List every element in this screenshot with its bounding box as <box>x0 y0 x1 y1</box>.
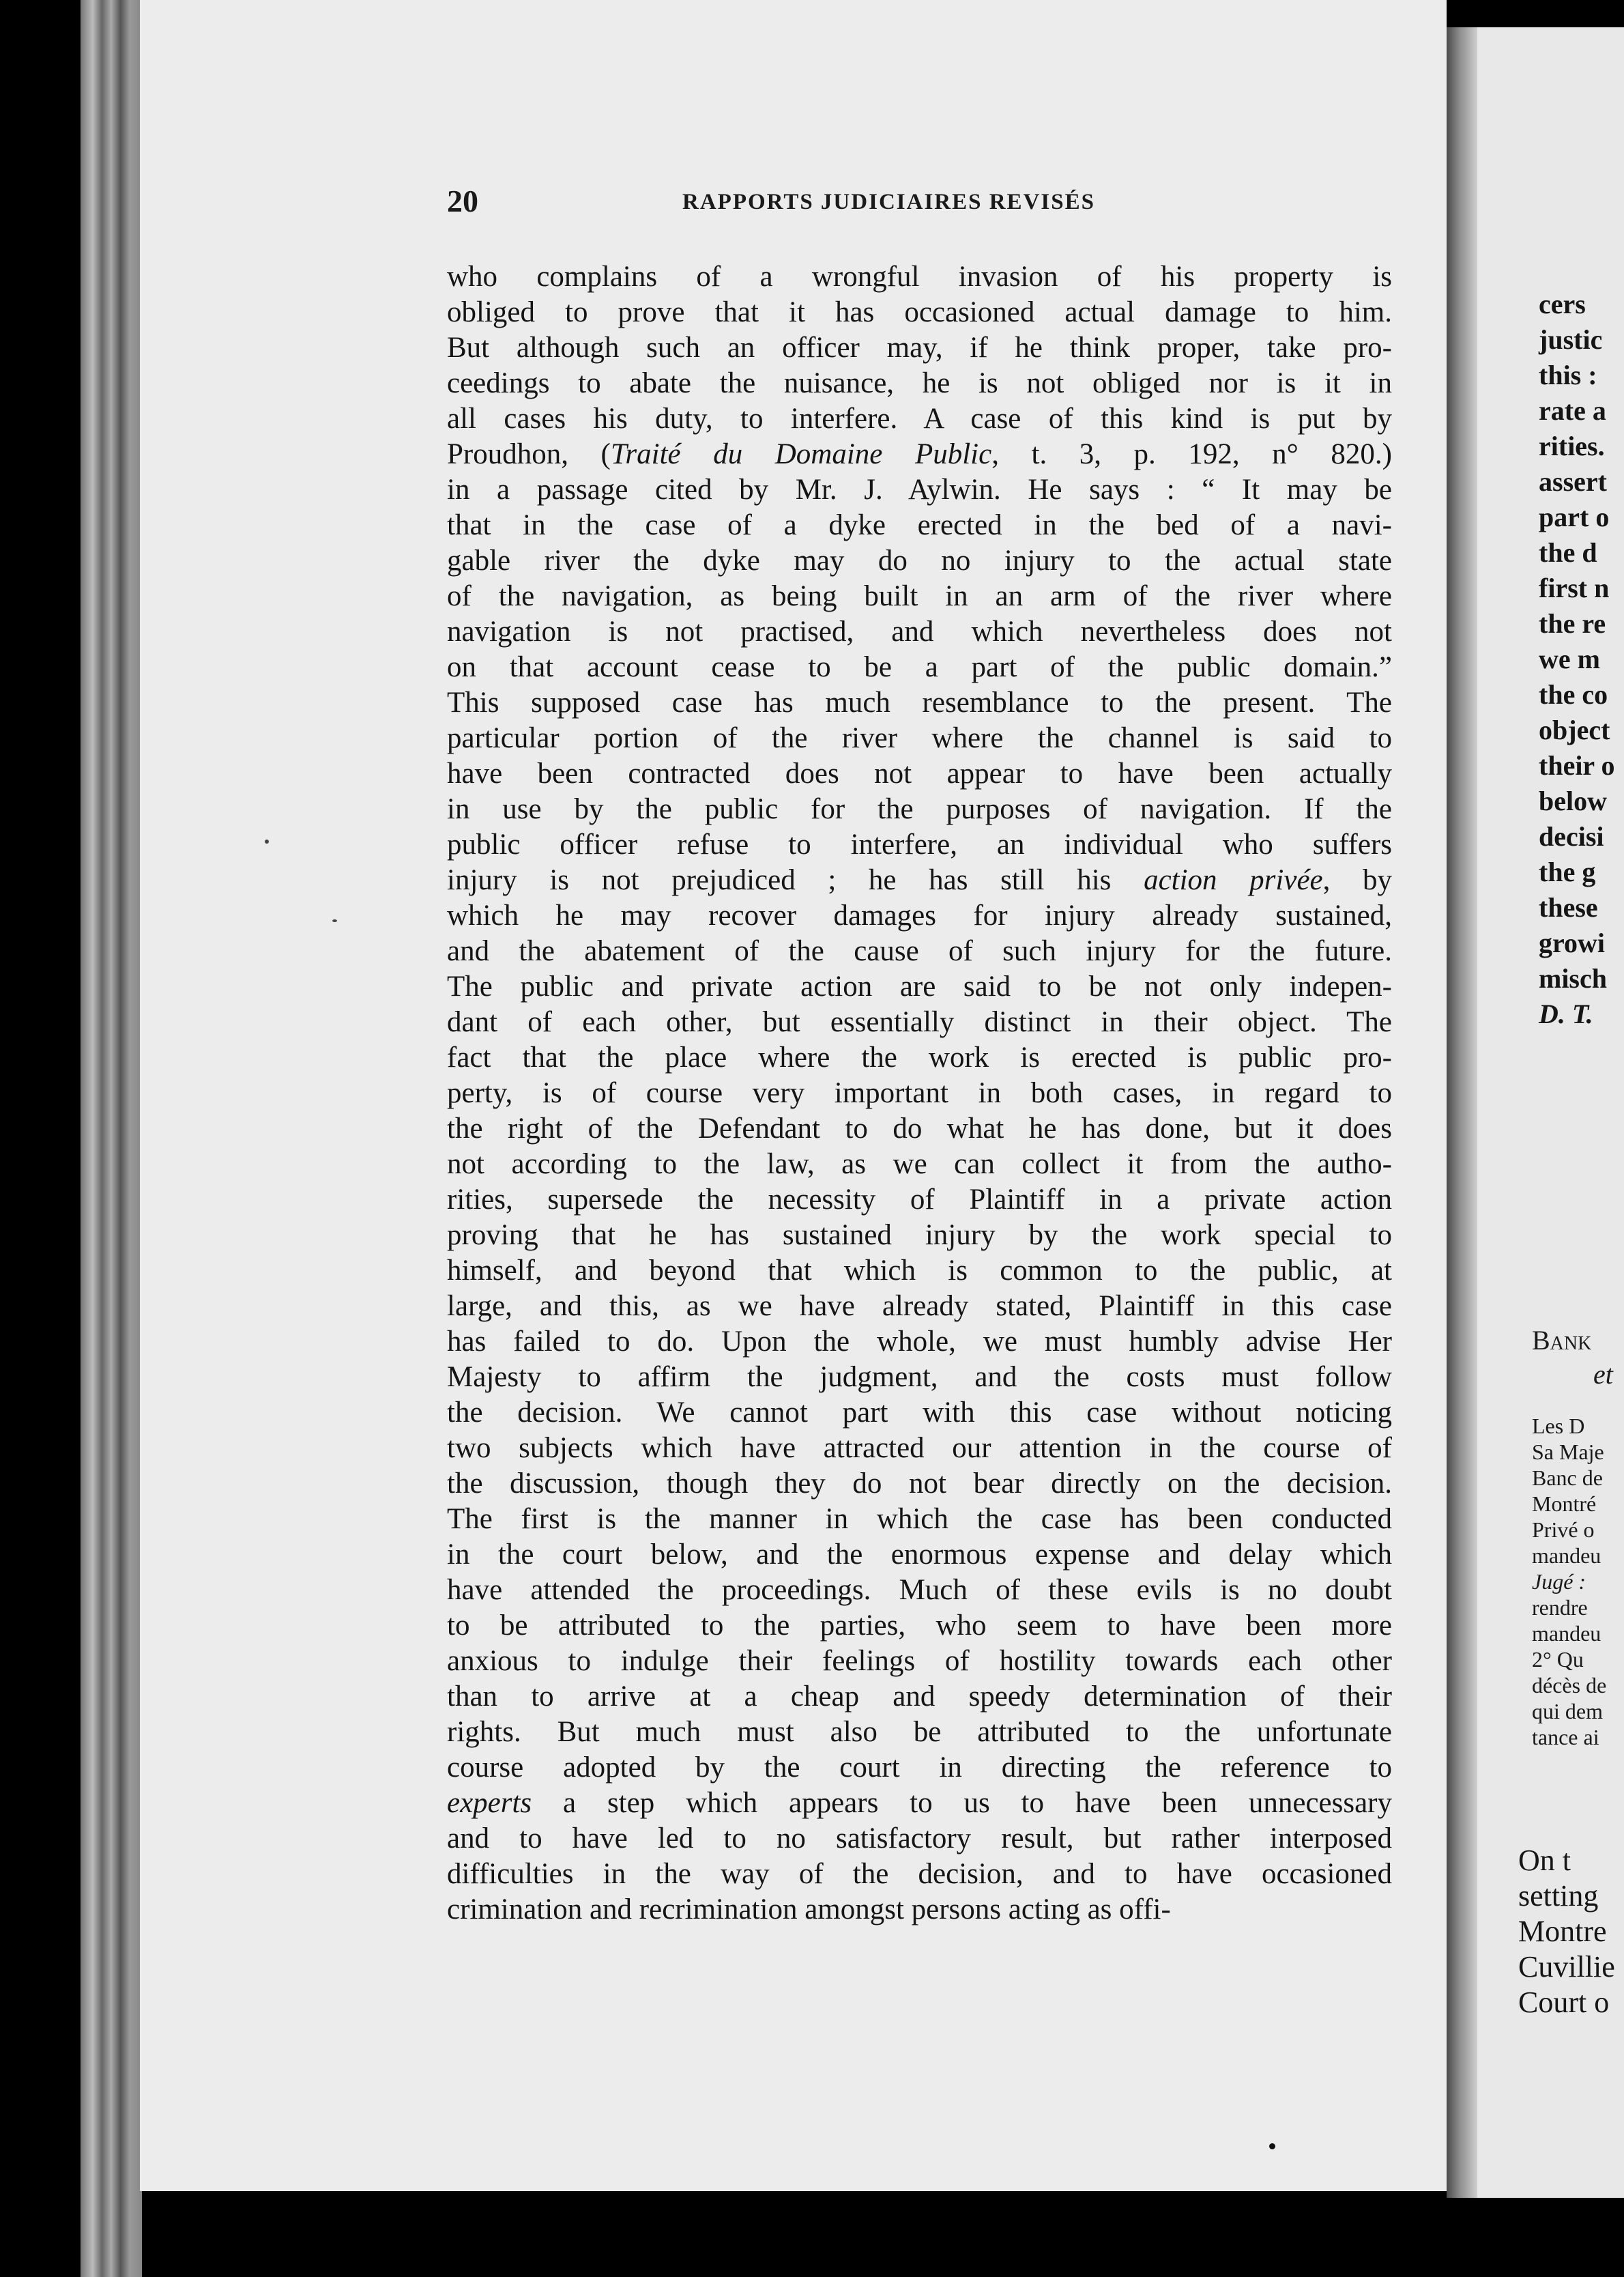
running-head: RAPPORTS JUDICIAIRES REVISÉS <box>682 190 1095 214</box>
facing-page-line: decisi <box>1539 821 1604 852</box>
facing-page-line: the re <box>1539 608 1606 639</box>
facing-page-summary <box>1532 1413 1606 1750</box>
text-line: proving that he has sustained injury by the work special to <box>447 1219 1392 1251</box>
speck-mark <box>1269 2143 1275 2149</box>
body-text <box>447 259 1392 1928</box>
facing-page-bottom-line: Montre <box>1518 1915 1607 1948</box>
text-line: have attended the proceedings. Much of these evils is no doubt <box>447 1574 1392 1606</box>
text-line: himself, and beyond that which is common to the public, at <box>447 1255 1392 1287</box>
facing-page-summary-line: Montré <box>1532 1491 1597 1516</box>
text-line: on that account cease to be a part of the public domain.” <box>447 651 1392 683</box>
text-line: who complains of a wrongful invasion of his property is <box>447 261 1392 293</box>
text-line: anxious to indulge their feelings of hostility towards each other <box>447 1645 1392 1677</box>
speck-mark <box>265 840 269 844</box>
text-line: to be attributed to the parties, who seem to have been more <box>447 1609 1392 1642</box>
facing-page-line: this : <box>1539 360 1597 390</box>
facing-page-bottom-text <box>1518 1843 1615 2020</box>
text-line: crimination and recrimination amongst persons acting as offi- <box>447 1893 1171 1925</box>
facing-page-summary-line: mandeu <box>1532 1543 1601 1568</box>
text-line: injury is not prejudiced ; he has still his action privée, by <box>447 864 1393 896</box>
facing-page-summary-line: Les D <box>1532 1414 1585 1438</box>
text-line: obliged to prove that it has occasioned actual damage to him. <box>447 296 1392 328</box>
text-line: fact that the place where the work is erected is public pro- <box>447 1042 1392 1074</box>
facing-page-line: justic <box>1539 324 1603 355</box>
facing-page-line: the co <box>1539 679 1608 710</box>
facing-page-summary-line: décès de <box>1532 1673 1607 1698</box>
text-line: two subjects which have attracted our attention in the course of <box>447 1432 1392 1464</box>
facing-page-summary-line: Banc de <box>1532 1465 1603 1490</box>
text-line: public officer refuse to interfere, an individual who suffers <box>447 829 1392 861</box>
text-line: not according to the law, as we can collect it from the autho- <box>447 1148 1392 1180</box>
facing-page-line: D. T. <box>1539 999 1593 1029</box>
facing-page-summary-line: Privé o <box>1532 1517 1595 1542</box>
text-line: the decision. We cannot part with this case without noticing <box>447 1397 1392 1429</box>
facing-page-line: below <box>1539 786 1607 816</box>
speck-mark <box>332 919 337 922</box>
text-line: all cases his duty, to interfere. A case of this kind is put by <box>447 403 1392 435</box>
text-line: particular portion of the river where the channel is said to <box>447 722 1392 754</box>
facing-page-line: misch <box>1539 963 1607 994</box>
book-gutter <box>1447 27 1477 2198</box>
facing-page-heading-et: et <box>1593 1359 1613 1390</box>
facing-page-line: assert <box>1539 466 1607 497</box>
facing-page-line: growi <box>1539 928 1606 958</box>
facing-page-bottom-line: On t <box>1518 1844 1571 1877</box>
text-line: This supposed case has much resemblance to the present. The <box>447 687 1392 719</box>
facing-page-line: the g <box>1539 857 1596 887</box>
page-header <box>447 183 1389 224</box>
text-line: in the court below, and the enormous expense and delay which <box>447 1538 1392 1571</box>
text-line: rities, supersede the necessity of Plaintiff in a private action <box>447 1184 1392 1216</box>
facing-page-summary-line: Jugé : <box>1532 1569 1586 1594</box>
text-line: which he may recover damages for injury already sustained, <box>447 900 1392 932</box>
facing-page-line: part o <box>1539 502 1610 532</box>
facing-page-line: object <box>1539 715 1610 745</box>
facing-page <box>1477 27 1624 2198</box>
text-line: of the navigation, as being built in an arm of the river where <box>447 580 1392 612</box>
facing-page-line: rate a <box>1539 395 1606 426</box>
text-line: rights. But much must also be attributed to the unfortunate <box>447 1716 1392 1748</box>
text-line: the discussion, though they do not bear directly on the decision. <box>447 1467 1392 1500</box>
facing-page-line: cers <box>1539 289 1586 319</box>
facing-page-summary-line: tance ai <box>1532 1725 1599 1749</box>
text-line: gable river the dyke may do no injury to the actual state <box>447 545 1392 577</box>
facing-page-line: we m <box>1539 644 1600 674</box>
text-line: Majesty to affirm the judgment, and the costs must follow <box>447 1361 1392 1393</box>
left-page-edge <box>81 0 142 2277</box>
text-line: in use by the public for the purposes of navigation. If the <box>447 793 1392 825</box>
text-line: navigation is not practised, and which nevertheless does not <box>447 616 1392 648</box>
facing-page-summary-line: mandeu <box>1532 1621 1601 1646</box>
facing-page-heading: Bank <box>1532 1325 1592 1356</box>
facing-page-bottom-line: Court o <box>1518 1986 1610 2019</box>
facing-page-summary-line: qui dem <box>1532 1699 1603 1723</box>
facing-page-bottom-line: Cuvillie <box>1518 1950 1615 1984</box>
facing-page-summary-line: rendre <box>1532 1595 1588 1620</box>
text-line: dant of each other, but essentially distinct in their object. The <box>447 1006 1392 1038</box>
facing-page-summary-line: 2° Qu <box>1532 1647 1584 1672</box>
facing-page-summary-line: Sa Maje <box>1532 1440 1604 1464</box>
text-line: has failed to do. Upon the whole, we must humbly advise Her <box>447 1326 1392 1358</box>
text-line: and the abatement of the cause of such injury for the future. <box>447 935 1392 967</box>
text-line: The first is the manner in which the case has been conducted <box>447 1503 1392 1535</box>
facing-page-line: their o <box>1539 750 1615 781</box>
page-number: 20 <box>447 184 478 218</box>
facing-page-bottom-line: setting <box>1518 1879 1599 1913</box>
facing-page-line: rities. <box>1539 431 1605 461</box>
text-line: difficulties in the way of the decision, and to have occasioned <box>447 1858 1392 1890</box>
facing-page-text <box>1539 287 1614 1032</box>
text-line: But although such an officer may, if he think proper, take pro- <box>447 332 1392 364</box>
facing-page-line: the d <box>1539 537 1597 568</box>
text-line: course adopted by the court in directing the reference to <box>447 1751 1392 1784</box>
text-line: have been contracted does not appear to have been actually <box>447 758 1392 790</box>
text-line: and to have led to no satisfactory result, but rather interposed <box>447 1822 1392 1854</box>
facing-page-line: first n <box>1539 573 1610 603</box>
facing-page-line: these <box>1539 892 1598 923</box>
text-line: large, and this, as we have already stated, Plaintiff in this case <box>447 1290 1392 1322</box>
text-line: than to arrive at a cheap and speedy determination of their <box>447 1680 1392 1713</box>
text-line: perty, is of course very important in both cases, in regard to <box>447 1077 1392 1109</box>
text-line: that in the case of a dyke erected in the bed of a navi- <box>447 509 1392 541</box>
text-line: in a passage cited by Mr. J. Aylwin. He says : “ It may be <box>447 474 1392 506</box>
text-line: experts a step which appears to us to have been unnecessary <box>447 1787 1392 1819</box>
text-line: The public and private action are said to be not only indepen- <box>447 971 1392 1003</box>
text-line: ceedings to abate the nuisance, he is not obliged nor is it in <box>447 367 1392 399</box>
text-line: Proudhon, (Traité du Domaine Public, t. 3, p. 192, n° 820.) <box>447 438 1392 470</box>
text-line: the right of the Defendant to do what he has done, but it does <box>447 1113 1392 1145</box>
